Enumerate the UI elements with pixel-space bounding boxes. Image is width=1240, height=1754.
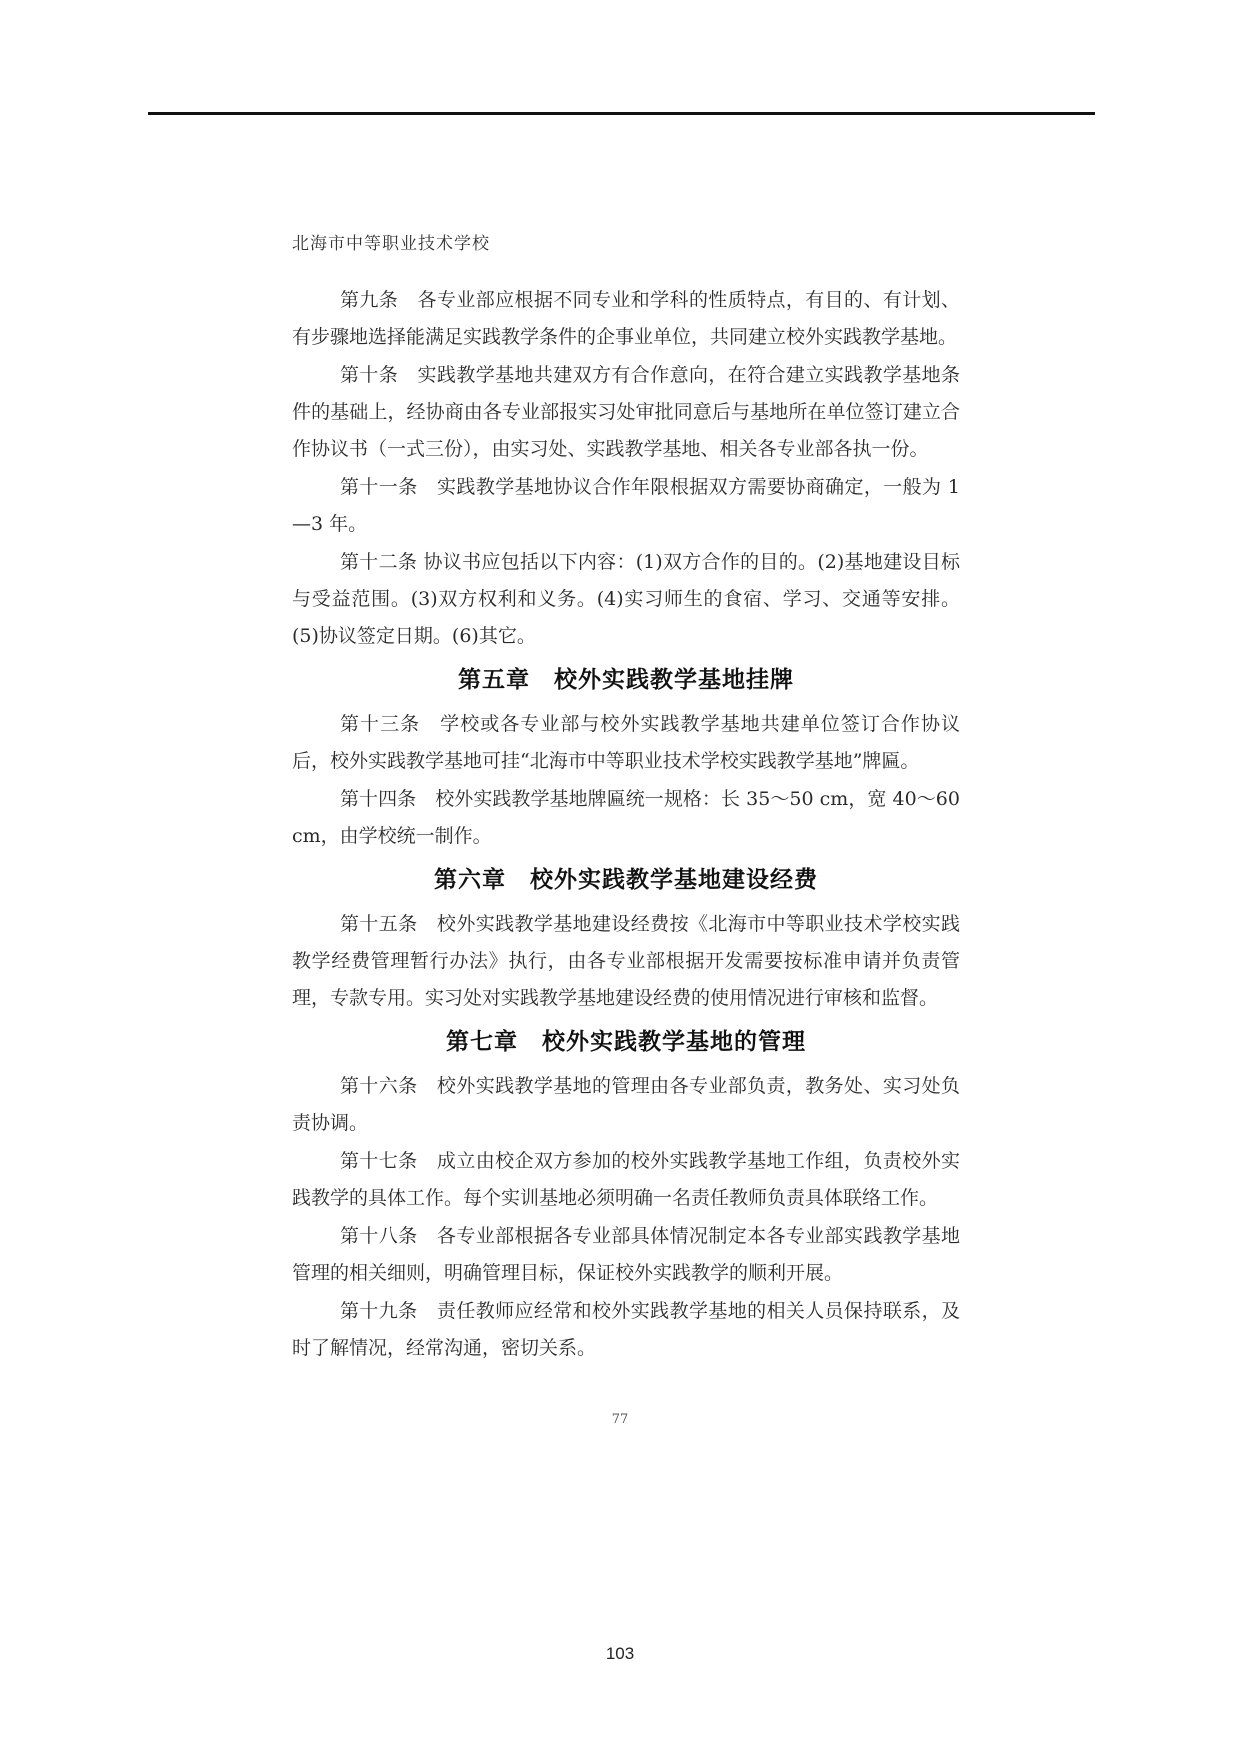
inner-page-number: 77 [611,1412,629,1427]
article-9: 第九条 各专业部应根据不同专业和学科的性质特点，有目的、有计划、有步骤地选择能满足实践教学条件的企事业单位，共同建立校外实践教学基地。 [292,289,960,348]
document-body [292,282,960,1368]
page-number: 103 [605,1644,635,1663]
school-header: 北海市中等职业技术学校 [292,234,490,254]
article-19: 第十九条 责任教师应经常和校外实践教学基地的相关人员保持联系，及时了解情况，经常沟通，密切关系。 [292,1300,960,1359]
chapter-5-heading: 第五章 校外实践教学基地挂牌 [458,667,794,693]
article-13: 第十三条 学校或各专业部与校外实践教学基地共建单位签订合作协议后，校外实践教学基地可挂“北海市中等职业技术学校实践教学基地”牌匾。 [292,713,960,772]
article-11: 第十一条 实践教学基地协议合作年限根据双方需要协商确定，一般为 1—3 年。 [292,476,960,535]
article-16: 第十六条 校外实践教学基地的管理由各专业部负责，教务处、实习处负责协调。 [292,1075,960,1134]
chapter-6-heading: 第六章 校外实践教学基地建设经费 [434,867,818,893]
article-15: 第十五条 校外实践教学基地建设经费按《北海市中等职业技术学校实践教学经费管理暂行办法》执行，由各专业部根据开发需要按标准申请并负责管理，专款专用。实习处对实践教学基地建设经费的使用情况进行审核和监督。 [292,913,960,1009]
article-14: 第十四条 校外实践教学基地牌匾统一规格：长 35～50 cm，宽 40～60 cm，由学校统一制作。 [292,788,960,847]
article-12: 第十二条 协议书应包括以下内容：(1)双方合作的目的。(2)基地建设目标与受益范围。(3)双方权利和义务。(4)实习师生的食宿、学习、交通等安排。(5)协议签定日期。(6)其它。 [292,551,960,647]
article-17: 第十七条 成立由校企双方参加的校外实践教学基地工作组，负责校外实践教学的具体工作。每个实训基地必须明确一名责任教师负责具体联络工作。 [292,1150,960,1209]
chapter-7-heading: 第七章 校外实践教学基地的管理 [446,1029,806,1055]
article-10: 第十条 实践教学基地共建双方有合作意向，在符合建立实践教学基地条件的基础上，经协商由各专业部报实习处审批同意后与基地所在单位签订建立合作协议书（一式三份），由实习处、实践教学基地、相关各专业部各执一份。 [292,364,960,460]
header-rule [148,112,1095,115]
article-18: 第十八条 各专业部根据各专业部具体情况制定本各专业部实践教学基地管理的相关细则，明确管理目标，保证校外实践教学的顺利开展。 [292,1225,960,1284]
